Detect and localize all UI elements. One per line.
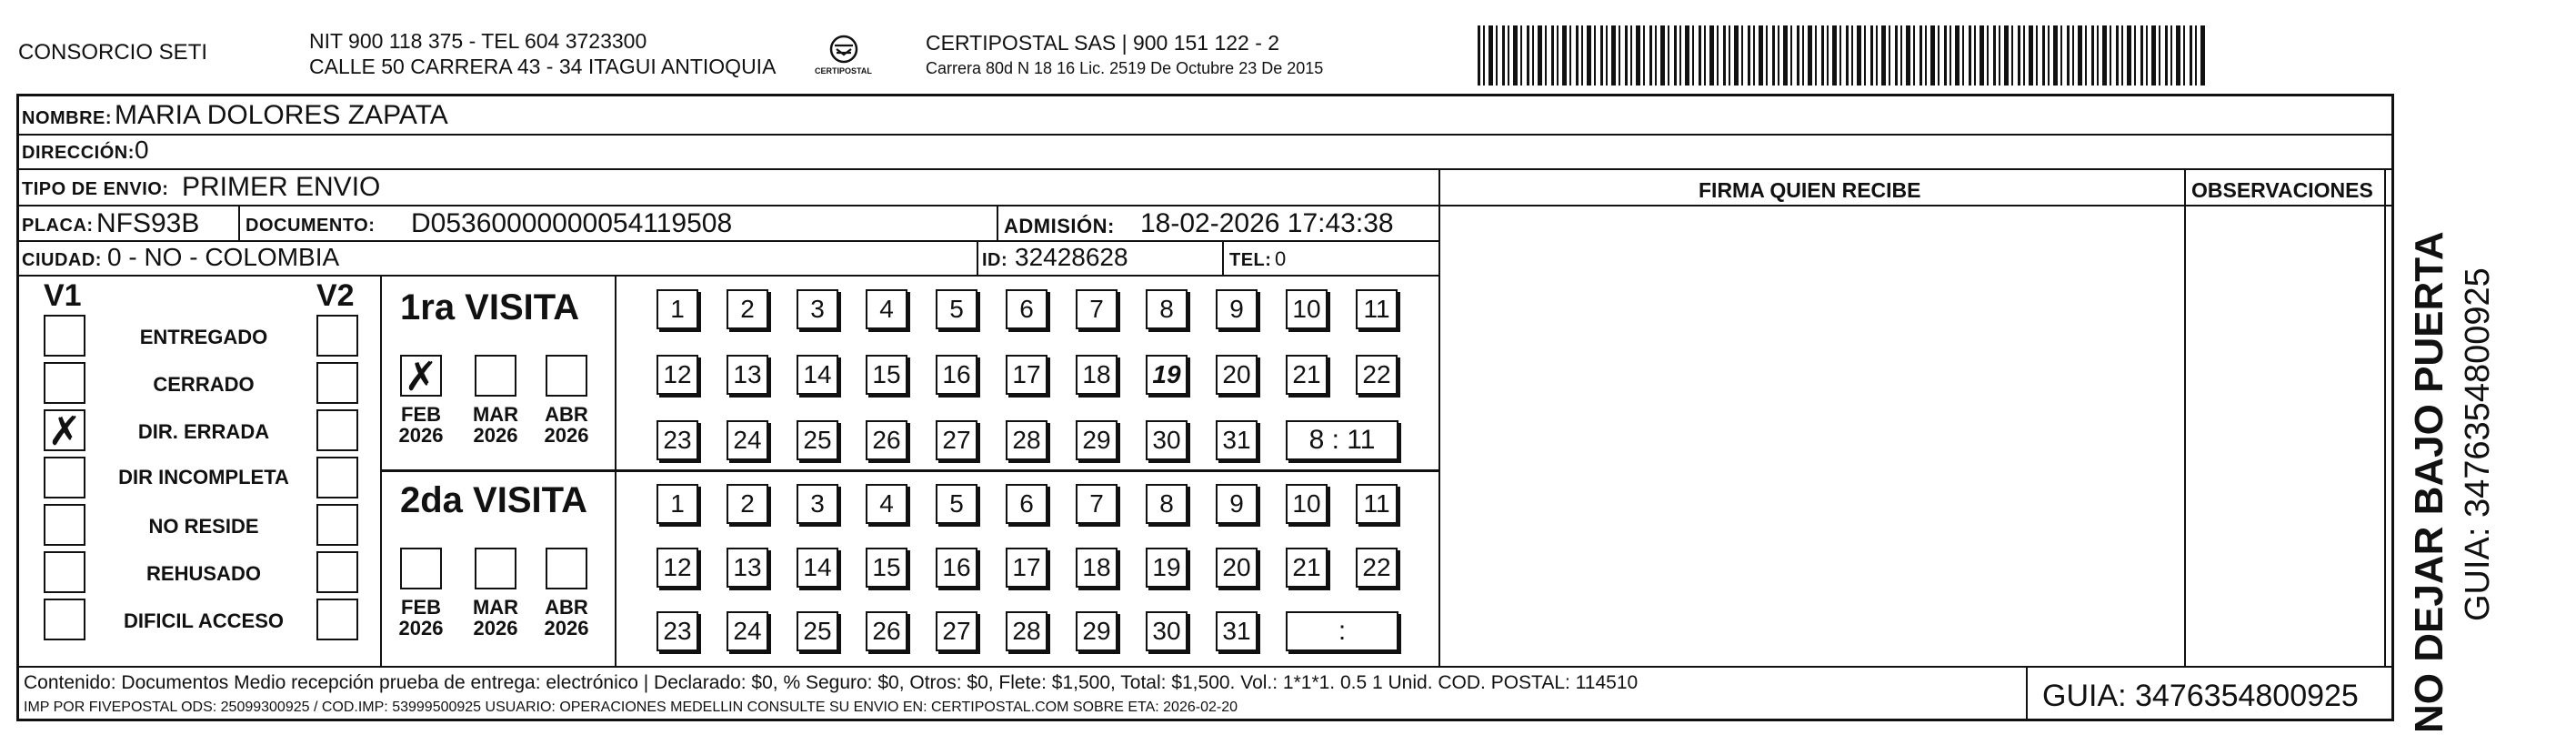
first-visit-title: 1ra VISITA [400, 287, 580, 327]
license-line: Carrera 80d N 18 16 Lic. 2519 De Octubre 23 De 2015 [926, 59, 1324, 77]
first-month-mar-checkbox[interactable] [475, 355, 516, 397]
second-visit-day-5[interactable]: 5 [936, 484, 977, 524]
side-vertical-text [2391, 94, 2573, 733]
v1-cerrado-checkbox[interactable] [44, 362, 85, 404]
v2-rehusado-checkbox[interactable] [316, 551, 358, 593]
nombre-label: NOMBRE: [22, 108, 113, 128]
second-visit-day-27[interactable]: 27 [936, 611, 977, 651]
address-line: CALLE 50 CARRERA 43 - 34 ITAGUI ANTIOQUIA [309, 55, 777, 78]
option-cerrado: CERRADO [153, 373, 255, 396]
first-month-abr-checkbox[interactable] [546, 355, 587, 397]
first-visit-day-29[interactable]: 29 [1076, 420, 1118, 460]
v2-label: V2 [316, 278, 355, 313]
v1-rehusado-checkbox[interactable] [44, 551, 85, 593]
tipo-envio-label: TIPO DE ENVIO: [22, 179, 169, 199]
second-month-mar-checkbox[interactable] [475, 548, 516, 589]
admision-label: ADMISIÓN: [1004, 215, 1115, 237]
second-month-feb-checkbox[interactable] [400, 548, 442, 589]
v2-cerrado-checkbox[interactable] [316, 362, 358, 404]
option-dir-incompleta: DIR INCOMPLETA [118, 466, 289, 488]
second-visit-day-14[interactable]: 14 [797, 548, 838, 588]
first-visit-day-2[interactable]: 2 [727, 289, 768, 329]
second-visit-day-21[interactable]: 21 [1286, 548, 1328, 588]
company-name: CONSORCIO SETI [18, 40, 208, 65]
ciudad-label: CIUDAD: [22, 250, 102, 270]
first-visit-day-30[interactable]: 30 [1146, 420, 1188, 460]
second-visit-title: 2da VISITA [400, 480, 587, 520]
second-visit-day-16[interactable]: 16 [936, 548, 977, 588]
second-visit-day-26[interactable]: 26 [866, 611, 907, 651]
barcode [1478, 25, 2205, 86]
first-month-feb: FEB 2026 [398, 403, 444, 448]
second-visit-day-20[interactable]: 20 [1216, 548, 1258, 588]
second-visit-day-12[interactable]: 12 [657, 548, 698, 588]
first-visit-day-12[interactable]: 12 [657, 355, 698, 395]
first-visit-day-17[interactable]: 17 [1006, 355, 1047, 395]
logo-caption: CERTIPOSTAL [815, 66, 872, 76]
v1-dir-incompleta-checkbox[interactable] [44, 457, 85, 498]
second-visit-day-9[interactable]: 9 [1216, 484, 1258, 524]
first-visit-day-22[interactable]: 22 [1356, 355, 1398, 395]
first-visit-day-18[interactable]: 18 [1076, 355, 1118, 395]
second-visit-day-7[interactable]: 7 [1076, 484, 1118, 524]
option-dificil-acceso: DIFICIL ACCESO [123, 609, 284, 632]
first-visit-day-25[interactable]: 25 [797, 420, 838, 460]
v1-dificil-acceso-checkbox[interactable] [44, 599, 85, 640]
v1-dir-errada-checkbox[interactable]: ✗ [44, 409, 85, 451]
second-visit-day-23[interactable]: 23 [657, 611, 698, 651]
second-visit-day-3[interactable]: 3 [797, 484, 838, 524]
first-visit-day-11[interactable]: 11 [1356, 289, 1398, 329]
nit-line: NIT 900 118 375 - TEL 604 3723300 [309, 29, 647, 53]
first-month-feb-checkbox[interactable]: ✗ [400, 355, 442, 397]
second-visit-day-28[interactable]: 28 [1006, 611, 1047, 651]
first-visit-day-31[interactable]: 31 [1216, 420, 1258, 460]
second-visit-day-31[interactable]: 31 [1216, 611, 1258, 651]
first-visit-day-20[interactable]: 20 [1216, 355, 1258, 395]
second-month-feb: FEB 2026 [398, 596, 444, 640]
second-visit-day-13[interactable]: 13 [727, 548, 768, 588]
second-visit-day-30[interactable]: 30 [1146, 611, 1188, 651]
direccion-label: DIRECCIÓN: [22, 143, 135, 163]
ciudad-value: 0 - NO - COLOMBIA [107, 243, 340, 271]
second-visit-day-22[interactable]: 22 [1356, 548, 1398, 588]
tipo-envio-value: PRIMER ENVIO [182, 172, 381, 202]
first-visit-day-23[interactable]: 23 [657, 420, 698, 460]
first-month-abr: ABR 2026 [544, 403, 589, 448]
second-visit-day-24[interactable]: 24 [727, 611, 768, 651]
first-visit-day-28[interactable]: 28 [1006, 420, 1047, 460]
first-visit-day-4[interactable]: 4 [866, 289, 907, 329]
tel-value: 0 [1275, 247, 1287, 270]
tel-label: TEL: [1229, 250, 1272, 270]
side-guia: GUIA: 3476354800925 [2459, 267, 2497, 621]
first-visit-day-16[interactable]: 16 [936, 355, 977, 395]
footer-guia: GUIA: 3476354800925 [2042, 679, 2359, 713]
observaciones-header: OBSERVACIONES [2191, 178, 2373, 202]
option-rehusado: REHUSADO [146, 562, 261, 585]
first-visit-day-1[interactable]: 1 [657, 289, 698, 329]
option-entregado: ENTREGADO [139, 326, 268, 348]
placa-value: NFS93B [96, 208, 200, 238]
footer-content-line: Contenido: Documentos Medio recepción prueba de entrega: electrónico | Declarado: $0, % Seguro: $0, Otros: $0, Flete: $1,500, Total: $1,500. Vol.: 1*1*1. 0.5 1 Unid. COD. POSTAL: 114510 [24, 672, 1639, 693]
second-visit-day-1[interactable]: 1 [657, 484, 698, 524]
first-visit-time-box[interactable]: 8 : 11 [1286, 420, 1398, 460]
second-visit-day-18[interactable]: 18 [1076, 548, 1118, 588]
v2-entregado-checkbox[interactable] [316, 315, 358, 357]
second-visit-day-17[interactable]: 17 [1006, 548, 1047, 588]
first-visit-day-3[interactable]: 3 [797, 289, 838, 329]
certipostal-logo [807, 33, 880, 78]
v1-entregado-checkbox[interactable] [44, 315, 85, 357]
second-visit-day-8[interactable]: 8 [1146, 484, 1188, 524]
second-visit-day-29[interactable]: 29 [1076, 611, 1118, 651]
second-month-abr: ABR 2026 [544, 596, 589, 640]
v2-dificil-acceso-checkbox[interactable] [316, 599, 358, 640]
footer-print-line: IMP POR FIVEPOSTAL ODS: 25099300925 / COD.IMP: 53999500925 USUARIO: OPERACIONES MEDELLIN CONSULTE SU ENVIO EN: CERTIPOSTAL.COM SOBRE ETA: 2026-02-20 [24, 700, 1238, 715]
option-no-reside: NO RESIDE [148, 515, 259, 538]
second-visit-day-19[interactable]: 19 [1146, 548, 1188, 588]
documento-value: D05360000000054119508 [411, 208, 733, 238]
second-visit-day-2[interactable]: 2 [727, 484, 768, 524]
first-visit-day-27[interactable]: 27 [936, 420, 977, 460]
second-visit-day-6[interactable]: 6 [1006, 484, 1047, 524]
first-visit-day-14[interactable]: 14 [797, 355, 838, 395]
second-visit-day-11[interactable]: 11 [1356, 484, 1398, 524]
second-visit-day-10[interactable]: 10 [1286, 484, 1328, 524]
second-visit-day-25[interactable]: 25 [797, 611, 838, 651]
first-visit-day-9[interactable]: 9 [1216, 289, 1258, 329]
v1-no-reside-checkbox[interactable] [44, 504, 85, 546]
first-visit-day-26[interactable]: 26 [866, 420, 907, 460]
second-month-mar: MAR 2026 [472, 596, 519, 640]
v1-label: V1 [44, 278, 82, 313]
second-visit-day-4[interactable]: 4 [866, 484, 907, 524]
first-visit-day-8[interactable]: 8 [1146, 289, 1188, 329]
v2-dir-errada-checkbox[interactable] [316, 409, 358, 451]
documento-label: DOCUMENTO: [246, 216, 376, 236]
nombre-value: MARIA DOLORES ZAPATA [115, 100, 448, 130]
v2-no-reside-checkbox[interactable] [316, 504, 358, 546]
placa-label: PLACA: [22, 216, 94, 236]
second-visit-time-box[interactable]: : [1286, 611, 1398, 651]
firma-header: FIRMA QUIEN RECIBE [1699, 178, 1921, 202]
first-visit-day-6[interactable]: 6 [1006, 289, 1047, 329]
id-value: 32428628 [1015, 243, 1128, 271]
side-warning: NO DEJAR BAJO PUERTA [2407, 231, 2451, 733]
first-visit-day-15[interactable]: 15 [866, 355, 907, 395]
first-visit-day-13[interactable]: 13 [727, 355, 768, 395]
second-visit-day-15[interactable]: 15 [866, 548, 907, 588]
option-dir-errada: DIR. ERRADA [137, 420, 270, 443]
v2-dir-incompleta-checkbox[interactable] [316, 457, 358, 498]
first-visit-day-10[interactable]: 10 [1286, 289, 1328, 329]
first-visit-day-19[interactable]: 19 [1146, 355, 1188, 395]
direccion-value: 0 [135, 136, 149, 164]
second-month-abr-checkbox[interactable] [546, 548, 587, 589]
first-visit-day-5[interactable]: 5 [936, 289, 977, 329]
first-month-mar: MAR 2026 [472, 403, 519, 448]
first-visit-day-7[interactable]: 7 [1076, 289, 1118, 329]
admision-value: 18-02-2026 17:43:38 [1140, 208, 1394, 238]
id-label: ID: [982, 250, 1008, 270]
first-visit-day-21[interactable]: 21 [1286, 355, 1328, 395]
carrier-line: CERTIPOSTAL SAS | 900 151 122 - 2 [926, 31, 1280, 55]
first-visit-day-24[interactable]: 24 [727, 420, 768, 460]
